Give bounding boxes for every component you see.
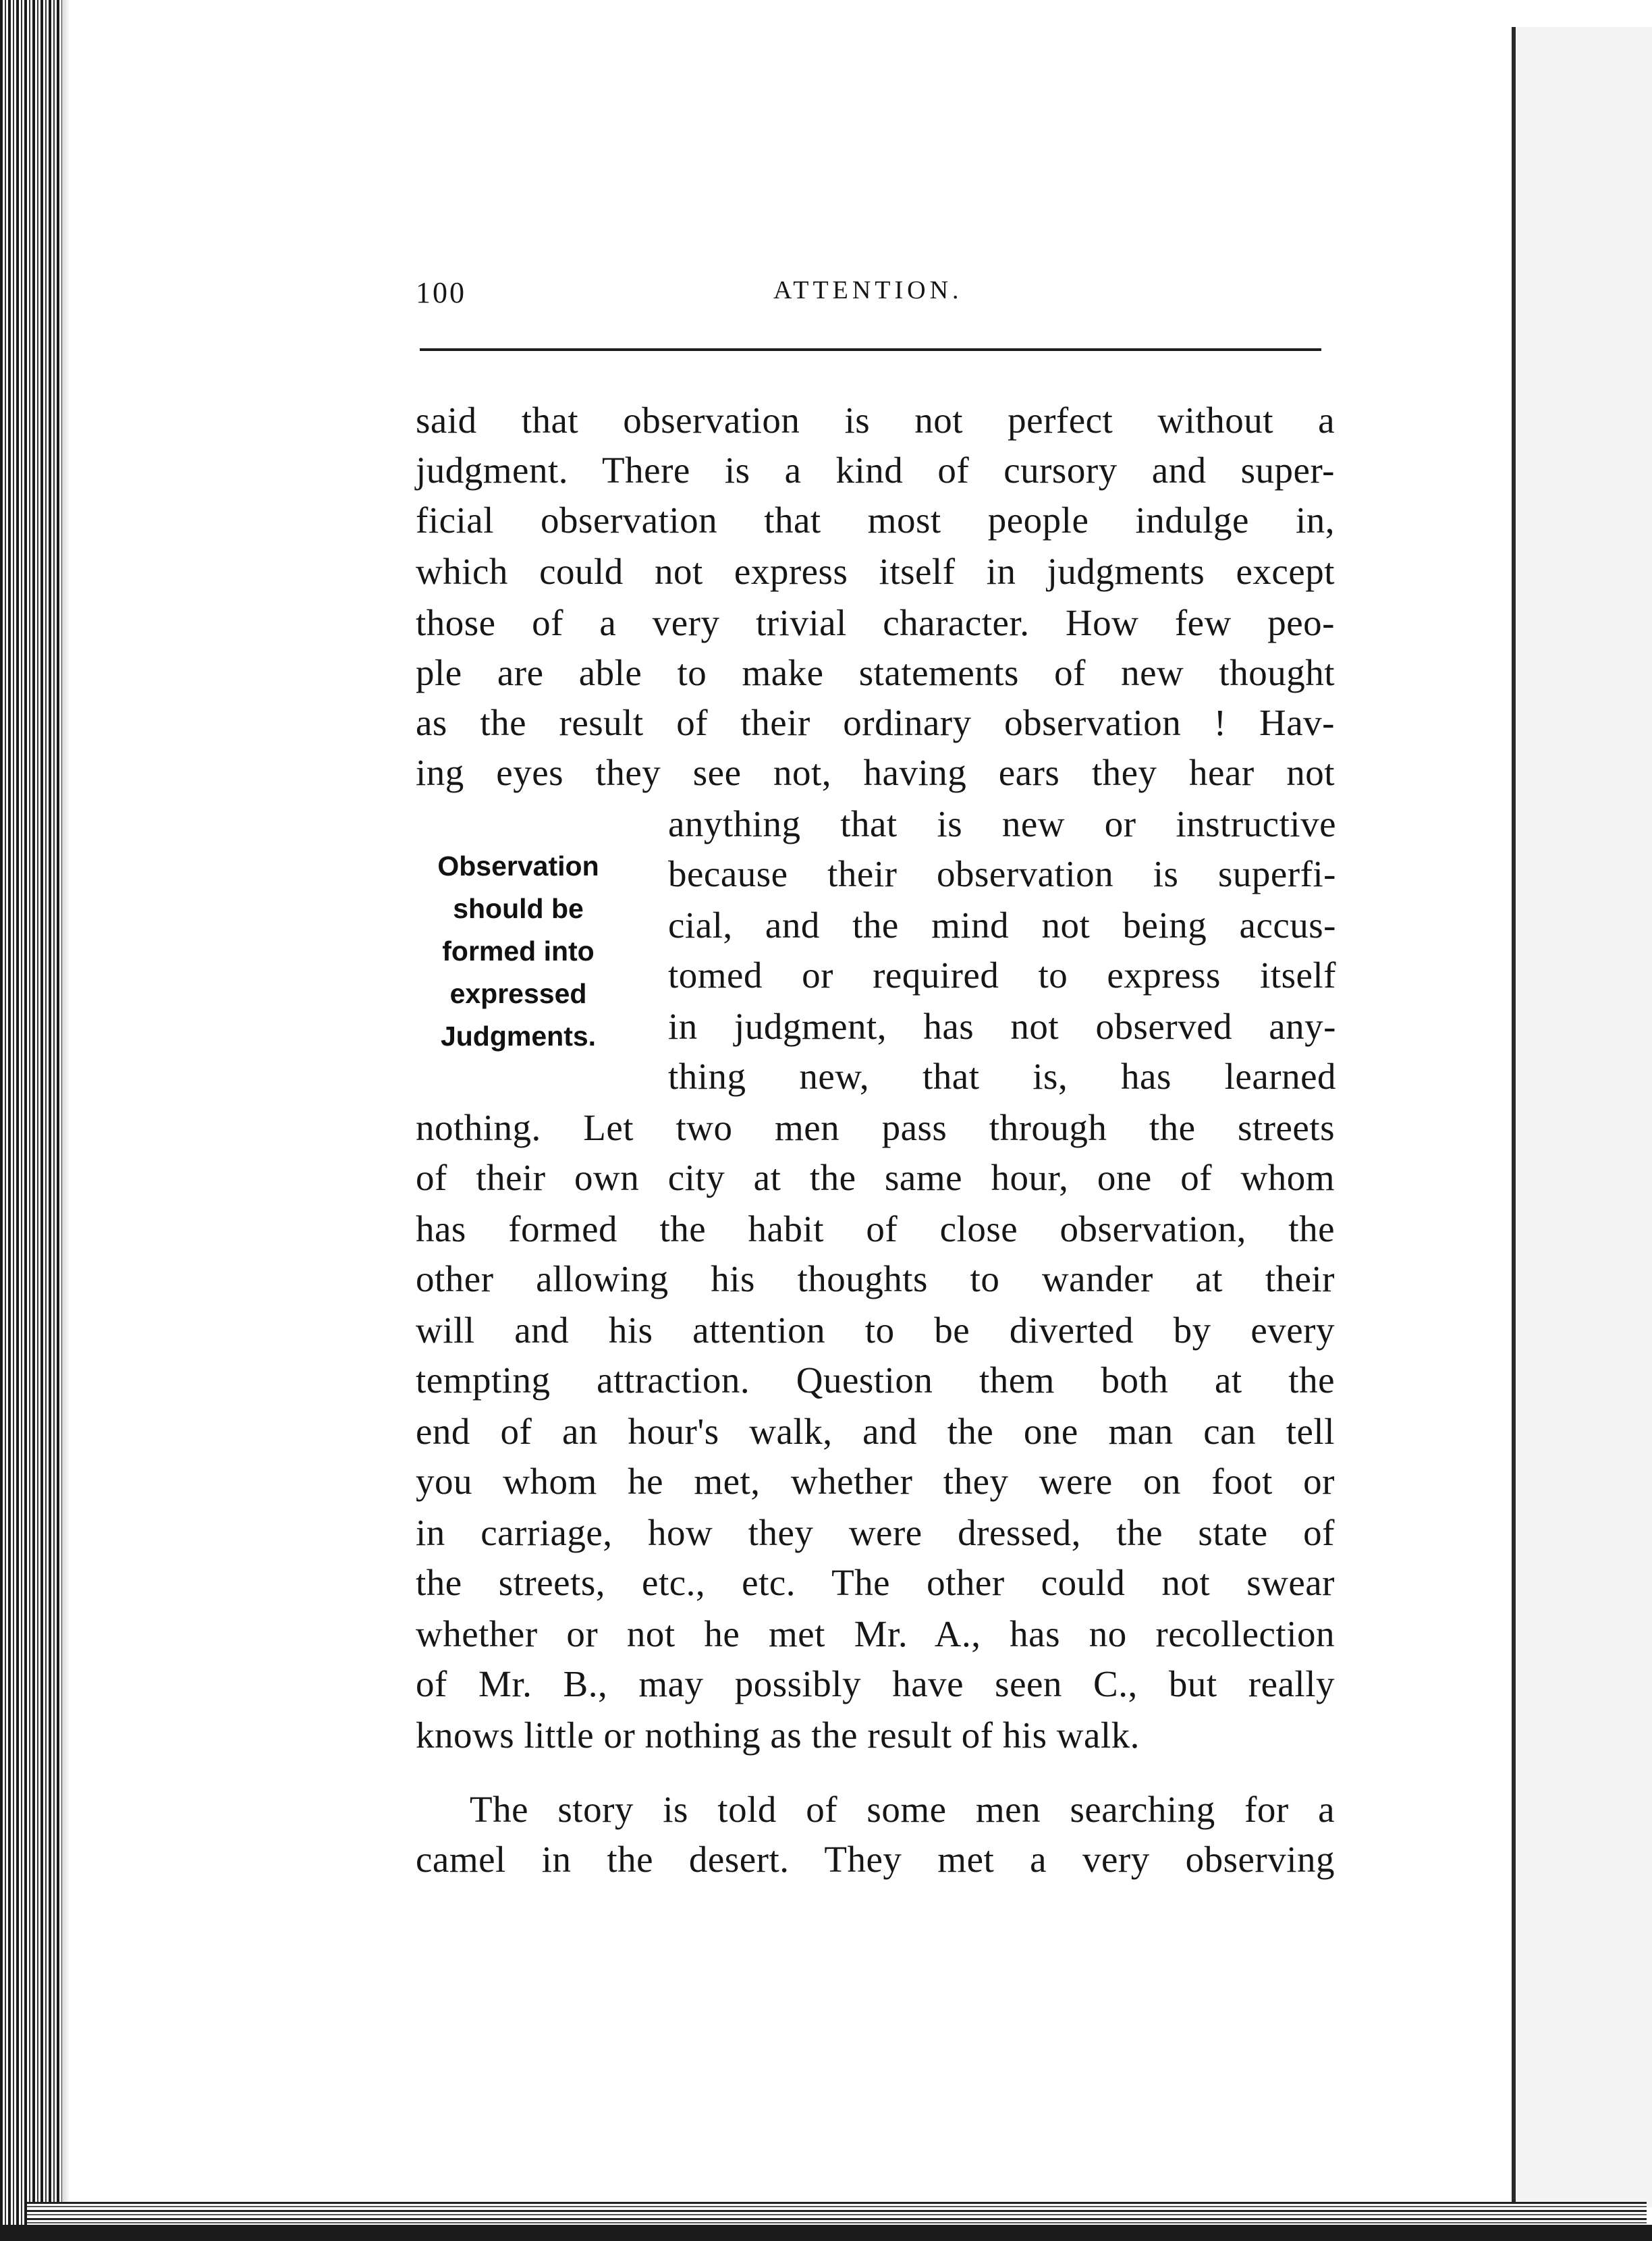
text-line: which could not express itself in judgments except (416, 551, 1335, 592)
paragraph-first-line: The story is told of some men searching for a (470, 1789, 1335, 1830)
text-line: will and his attention to be diverted by every (416, 1310, 1335, 1351)
text-line: has formed the habit of close observation, the (416, 1208, 1335, 1249)
text-line: in carriage, how they were dressed, the state of (416, 1512, 1335, 1553)
text-line: other allowing his thoughts to wander at their (416, 1258, 1335, 1299)
text-line: cial, and the mind not being accus- (668, 905, 1336, 946)
text-line: said that observation is not perfect without a (416, 400, 1335, 441)
text-line: tomed or required to express itself (668, 954, 1336, 996)
scan-bottom-shadow (0, 2225, 1652, 2241)
text-line: of Mr. B., may possibly have seen C., but really (416, 1663, 1335, 1704)
text-line: as the result of their ordinary observation ! Hav- (416, 702, 1335, 743)
text-line: knows little or nothing as the result of his walk. (416, 1714, 1140, 1756)
text-line: camel in the desert. They met a very observing (416, 1839, 1335, 1880)
text-line: end of an hour's walk, and the one man can tell (416, 1411, 1335, 1452)
running-title: ATTENTION. (773, 276, 963, 304)
text-line: the streets, etc., etc. The other could not swear (416, 1562, 1335, 1603)
facing-page-edge (1516, 27, 1652, 2207)
sidenote-line: expressed (449, 978, 587, 1009)
page-number: 100 (416, 276, 466, 309)
sidenote-line: should be (453, 893, 584, 924)
text-line: judgment. There is a kind of cursory and super- (416, 450, 1335, 491)
page-gutter (62, 0, 70, 2241)
text-line: whether or not he met Mr. A., has no recollection (416, 1613, 1335, 1654)
text-line: ficial observation that most people indulge in, (416, 500, 1335, 541)
text-line: of their own city at the same hour, one of whom (416, 1157, 1335, 1198)
header-rule (420, 348, 1321, 351)
text-line: ple are able to make statements of new thought (416, 652, 1335, 693)
text-line: thing new, that is, has learned (668, 1056, 1336, 1097)
sidenote-line: Judgments. (440, 1021, 597, 1052)
text-line: in judgment, has not observed any- (668, 1006, 1336, 1047)
text-line: you whom he met, whether they were on foot or (416, 1461, 1335, 1502)
text-line: those of a very trivial character. How few peo- (416, 602, 1335, 643)
text-line: nothing. Let two men pass through the streets (416, 1107, 1335, 1148)
sidenote-line: Observation (437, 850, 599, 882)
sidenote-line: formed into (442, 936, 595, 967)
text-line: because their observation is superfi- (668, 853, 1336, 894)
book-binding-page-stack (0, 0, 62, 2241)
text-line: ing eyes they see not, having ears they hear not (416, 752, 1335, 793)
text-line: anything that is new or instructive (668, 803, 1336, 844)
page-edge-right (1512, 27, 1516, 2207)
text-line: tempting attraction. Question them both at the (416, 1359, 1335, 1401)
page-header (416, 275, 1321, 336)
margin-sidenote (405, 845, 632, 1058)
